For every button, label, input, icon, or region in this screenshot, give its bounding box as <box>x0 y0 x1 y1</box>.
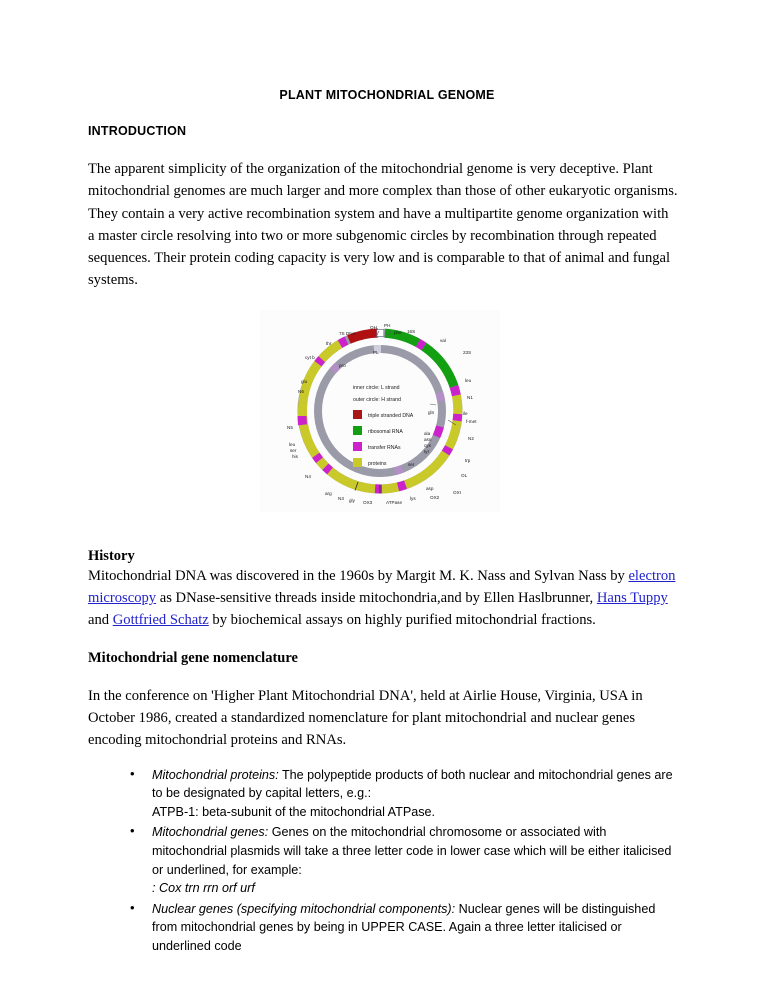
link-hans-tuppy[interactable]: Hans Tuppy <box>596 590 668 607</box>
legend-note-outer: outer circle: H strand <box>353 396 401 403</box>
legend-swatch-triple-stranded-dna <box>353 410 362 419</box>
paragraph-introduction: The apparent simplicity of the organization of the mitochondrial genome is very deceptive. Plant mitochondrial genomes are much larger and more complex than those of other eukaryotic organisms. They contain a very active recombination system and have a multipartite genome organization with a master circle resolving into two or more subgenomic circles by recombination through repeated sequences. Their protein coding capacity is very low and is comparable to that of animal and fungal systems. <box>88 161 678 289</box>
link-gottfried-schatz[interactable]: Gottfried Schatz <box>112 612 209 629</box>
section-nomenclature <box>88 650 678 956</box>
label-N5: N5 <box>287 424 293 430</box>
document-content <box>88 88 678 958</box>
list-item <box>130 823 678 897</box>
label-glu: glu <box>301 378 308 384</box>
section-history <box>88 548 678 632</box>
label-gly: gly <box>349 497 355 503</box>
legend-swatch-ribosomal-rna <box>353 426 362 435</box>
label-asp: asp <box>426 485 434 491</box>
label-PH: PH <box>384 322 391 328</box>
label-arg: arg <box>325 490 332 496</box>
label-ser-left: ser <box>290 447 297 453</box>
bullet-body: The polypeptide products of both nuclear and mitochondrial genes are to be designated by capital letters, e.g.: <box>152 767 673 801</box>
heading-history: History <box>88 547 135 564</box>
label-cyt-b: cyt b <box>305 354 315 360</box>
nomenclature-bullet-list <box>88 766 678 956</box>
label-ser-inner: ser <box>408 461 415 467</box>
label-pro: pro <box>339 362 346 368</box>
label-23S: 23S <box>463 349 472 355</box>
label-N3: N3 <box>338 495 344 501</box>
mitochondrial-genome-map-figure <box>260 310 500 512</box>
label-7S-DNA: 7S DNA <box>339 330 356 336</box>
bullet-example: : Cox trn rrn orf urf <box>152 881 255 896</box>
list-item <box>130 900 678 956</box>
label-OH: OH <box>370 324 377 330</box>
label-gln: gln <box>428 409 435 415</box>
history-text-2: as DNase-sensitive threads inside mitochondria,and by Ellen Haslbrunner, <box>156 590 597 607</box>
label-tyr: tyr <box>424 448 430 454</box>
label-ala: ala <box>424 430 431 436</box>
legend-note-inner: inner circle: L strand <box>353 384 400 391</box>
label-asn: asn <box>424 436 432 442</box>
label-N4: N4 <box>305 473 311 479</box>
label-phe: phe <box>394 329 402 335</box>
list-item <box>130 766 678 822</box>
bullet-example: ATPB-1: beta-subunit of the mitochondrial ATPase. <box>152 804 436 819</box>
label-OX2: OX2 <box>430 494 440 500</box>
bullet-body: Genes on the mitochondrial chromosome or associated with mitochondrial plasmids will take a three letter code in lower case which will be either italicised or underlined, for example: <box>152 825 672 877</box>
label-OX3: OX3 <box>363 499 373 505</box>
page-title: PLANT MITOCHONDRIAL GENOME <box>279 88 495 102</box>
label-16S: 16S <box>407 328 416 334</box>
label-val: val <box>440 337 446 343</box>
label-his: his <box>292 453 298 459</box>
bullet-lead: Mitochondrial genes: <box>152 825 269 840</box>
label-cys: cys <box>424 442 431 448</box>
legend-label-ribosomal-rna: ribosomal RNA <box>368 428 403 435</box>
legend-label-transfer-rnas: transfer RNAs <box>368 444 401 451</box>
label-f-met: f-met <box>466 418 477 424</box>
figure-container <box>88 310 678 512</box>
label-thr: thr <box>326 340 332 346</box>
history-text-4: by biochemical assays on highly purified mitochondrial fractions. <box>208 612 596 629</box>
legend-swatch-proteins <box>353 458 362 467</box>
label-OL: OL <box>461 472 468 478</box>
label-leu-left: leu <box>289 441 296 447</box>
label-lys: lys <box>410 495 416 501</box>
label-ile: ile <box>463 410 468 416</box>
label-N2: N2 <box>468 435 474 441</box>
history-text-3: and <box>88 612 113 629</box>
label-N1: N1 <box>467 394 473 400</box>
legend-label-proteins: proteins <box>368 460 387 467</box>
history-text-1: Mitochondrial DNA was discovered in the 1960s by Margit M. K. Nass and Sylvan Nass by <box>88 567 629 584</box>
heading-introduction: INTRODUCTION <box>88 124 187 138</box>
bullet-lead: Nuclear genes (specifying mitochondrial components): <box>152 901 456 916</box>
bullet-lead: Mitochondrial proteins: <box>152 767 279 782</box>
label-leu-right: leu <box>465 377 472 383</box>
legend-label-triple-stranded-dna: triple stranded DNA <box>368 412 414 419</box>
label-ATPase: ATPase <box>386 499 402 505</box>
label-N6: N6 <box>298 388 304 394</box>
label-OXI: OXI <box>453 489 461 495</box>
label-PL: PL <box>373 349 379 355</box>
paragraph-history <box>88 565 678 632</box>
label-trp: trp <box>465 457 471 463</box>
heading-nomenclature: Mitochondrial gene nomenclature <box>88 649 298 666</box>
bullet-body: Nuclear genes will be distinguished from mitochondrial genes by being in UPPER CASE. Again a three letter italicised or underlined code <box>152 901 656 953</box>
paragraph-nomenclature: In the conference on 'Higher Plant Mitochondrial DNA', held at Airlie House, Virginia, USA in October 1986, created a standardized nomenclature for plant mitochondrial and nuclear genes encoding mitochondrial proteins and RNAs. <box>88 687 643 749</box>
link-electron-microscopy[interactable]: electron microscopy <box>88 567 676 607</box>
legend-swatch-transfer-rnas <box>353 442 362 451</box>
